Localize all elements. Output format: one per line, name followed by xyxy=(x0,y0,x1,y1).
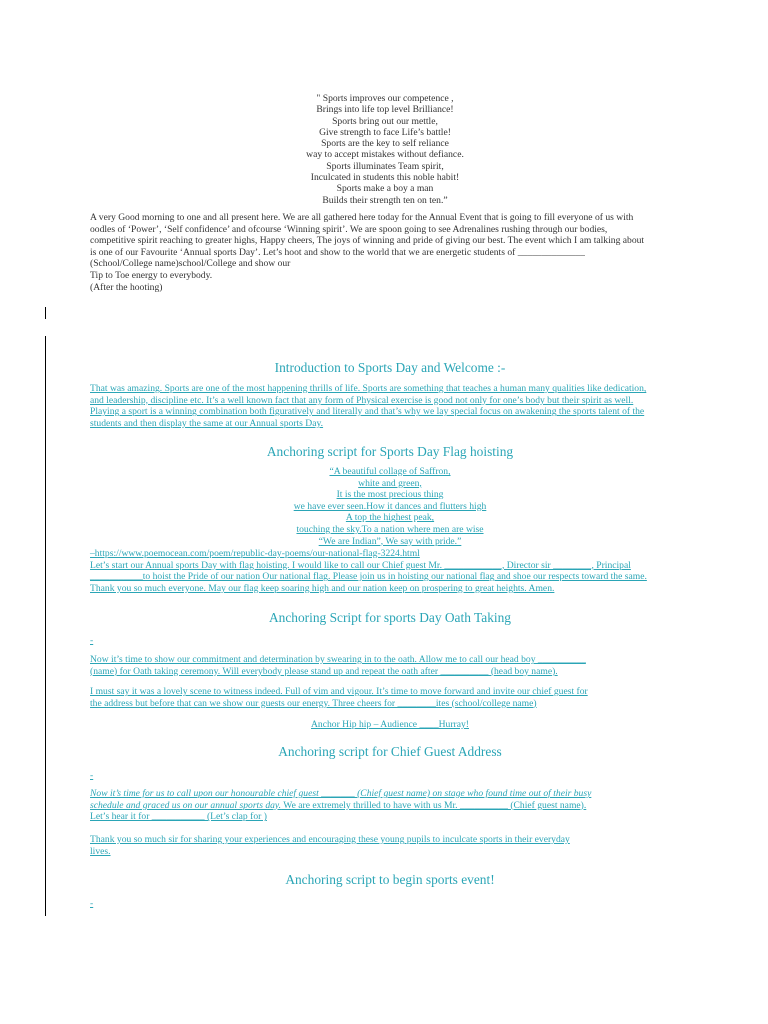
flag-poem-line: It is the most precious thing xyxy=(336,489,444,501)
welcome-line: students and then display the same at our Annual sports Day. xyxy=(90,417,324,429)
welcome-line: Playing a sport is a winning combination both figuratively and literally and that’s why we lay special focus on awakening the sports talent of the xyxy=(90,406,645,418)
poem-source-link[interactable]: –https://www.poemocean.com/poem/republic-day-poems/our-national-flag-3224.html xyxy=(90,548,420,559)
oath-paragraph-2 xyxy=(90,686,690,709)
oath-line: (name) for Oath taking ceremony. Will everybody please stand up and repeat the oath after __________ (head boy name). xyxy=(90,665,558,677)
welcome-paragraph xyxy=(90,383,690,429)
section-heading-flag: Anchoring script for Sports Day Flag hoisting xyxy=(266,444,514,459)
cheer-line xyxy=(90,719,690,731)
oath-line: I must say it was a lovely scene to witness indeed. Full of vim and vigour. It’s time to move forward and invite our chief guest for xyxy=(90,686,588,697)
oath-line: Now it’s time to show our commitment and determination by swearing in to the oath. Allow me to call our head boy __________ xyxy=(90,654,586,665)
flag-poem-line: white and green, xyxy=(358,477,422,489)
poem-line: " Sports improves our competence , xyxy=(316,93,454,104)
guest-line: Let’s hear it for ___________ (Let’s clap for ) xyxy=(90,811,267,823)
list-dash: - xyxy=(90,770,94,781)
flag-poem-line: “We are Indian”, We say with pride.” xyxy=(318,535,462,547)
flag-poem-line: A top the highest peak, xyxy=(345,512,435,524)
text-cursor xyxy=(45,307,46,319)
section-heading-event: Anchoring script to begin sports event! xyxy=(285,872,495,887)
poem-line: Sports illuminates Team spirit, xyxy=(326,160,444,172)
intro-line: Tip to Toe energy to everybody. xyxy=(90,269,213,281)
welcome-line: That was amazing. Sports are one of the most happening thrills of life. Sports are something that teaches a human many qualities like dedication, xyxy=(90,383,647,394)
guest-paragraph-2 xyxy=(90,834,690,857)
guest-line: Now it’s time for us to call upon our honourable chief guest _______ (Chief guest name) on stage who found time out of their busy xyxy=(90,788,592,799)
poem-line: Inculcated in students this noble habit! xyxy=(310,172,460,184)
guest-thanks-line: lives. xyxy=(90,845,111,857)
flag-poem-line: “A beautiful collage of Saffron, xyxy=(329,466,451,477)
poem-line: way to accept mistakes without defiance. xyxy=(306,149,464,161)
revision-bar xyxy=(45,336,46,916)
intro-paragraph xyxy=(90,212,690,293)
intro-line: (School/College name)school/College and show our xyxy=(90,258,291,270)
flag-poem-line: touching the sky.To a nation where men are wise xyxy=(296,523,484,535)
opening-poem xyxy=(180,93,590,206)
flag-poem-line: we have ever seen.How it dances and flutters high xyxy=(293,500,487,512)
poem-line: Sports bring out our mettle, xyxy=(332,115,438,127)
guest-line-2 xyxy=(90,800,690,812)
intro-line: oodles of ‘Power’, ‘Self confidence’ and ofcourse ‘Winning spirit’. We are spoon going to see Adrenalines rushing through our bodies, xyxy=(90,223,608,235)
oath-paragraph-1 xyxy=(90,654,690,677)
list-dash: - xyxy=(90,898,94,909)
flag-line: Thank you so much everyone. May our flag keep soaring high and our nation keep on prospering to great heights. Amen. xyxy=(90,582,555,594)
poem-line: Sports are the key to self reliance xyxy=(321,138,449,150)
section-heading-oath: Anchoring Script for sports Day Oath Taking xyxy=(268,610,512,625)
guest-line-rest: We are extremely thrilled to have with us Mr. __________ (Chief guest name). xyxy=(281,799,587,811)
guest-line-italic: schedule and graced us on our annual sports day. xyxy=(90,799,282,811)
poem-line: Sports make a boy a man xyxy=(336,183,434,195)
guest-paragraph-1 xyxy=(90,788,690,823)
guest-thanks-line: Thank you so much sir for sharing your experiences and encouraging these young pupils to inculcate sports in their everyday xyxy=(90,834,570,845)
poem-line: Brings into life top level Brilliance! xyxy=(316,104,454,116)
flag-line: ___________to hoist the Pride of our nation Our national flag. Please join us in hoisting our national flag and shoe our respects toward the same. xyxy=(90,571,647,583)
poem-line: Give strength to face Life’s battle! xyxy=(319,126,451,138)
intro-line: competitive spirit reaching to greater highs, Happy cheers, The joys of winning and pride of giving our best. The event which I am talking about xyxy=(90,235,645,247)
oath-line: the address but before that can we show our guests our energy. Three cheers for ________ites (school/college name) xyxy=(90,697,537,709)
poem-line: Builds their strength ten on ten.” xyxy=(322,194,448,206)
cheer-text: Anchor Hip hip – Audience ____Hurray! xyxy=(311,719,469,730)
flag-paragraph xyxy=(90,548,690,594)
section-heading-guest: Anchoring script for Chief Guest Address xyxy=(278,744,502,759)
section-heading-welcome: Introduction to Sports Day and Welcome :- xyxy=(274,360,506,375)
flag-line: Let’s start our Annual sports Day with flag hoisting. I would like to call our Chief guest Mr. ____________, Director sir ________, Principal xyxy=(90,559,631,571)
flag-poem xyxy=(90,466,690,547)
intro-line: A very Good morning to one and all present here. We are all gathered here today for the Annual Event that is going to fill everyone of us with xyxy=(90,212,634,223)
welcome-line: and leadership, discipline etc. It’s a well known fact that any form of Physical exercise is good not only for one’s body but their spirit as well. xyxy=(90,394,634,406)
list-dash: - xyxy=(90,635,94,646)
intro-line: (After the hooting) xyxy=(90,281,163,293)
intro-line: is one of our Favourite ‘Annual sports Day’. Let’s hoot and show to the world that we are energetic students of ______________ xyxy=(90,246,585,258)
